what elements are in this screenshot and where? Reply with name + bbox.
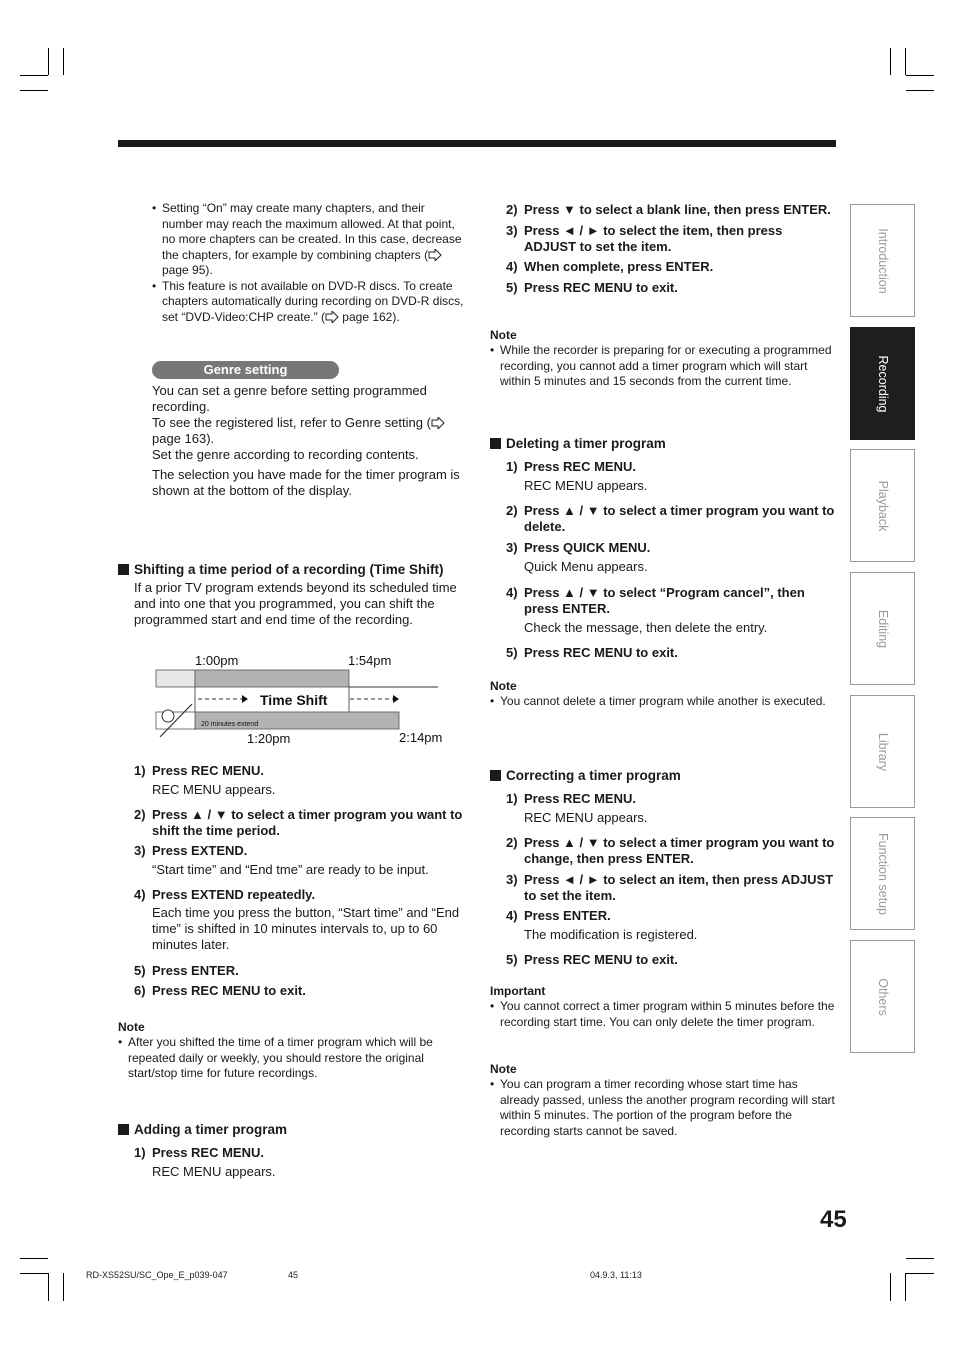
- crop-mark: [906, 90, 934, 91]
- correcting-important: Important • You cannot correct a timer program within 5 minutes before the recording start time. You can only delete the timer program.: [490, 984, 837, 1030]
- adding-steps-continued: [506, 202, 836, 296]
- step-item: 4) Press EXTEND repeatedly.: [134, 887, 316, 902]
- bullet-item: • Setting “On” may create many chapters, and their number may reach the maximum allowed. At that point, no more chapters can be created. In this case, decrease the chapters, for example by combining chapters ( page 95).: [152, 201, 467, 279]
- crop-mark: [20, 90, 48, 91]
- genre-ref: To see the registered list, refer to Genre setting ( page 163).: [152, 415, 467, 447]
- crop-mark: [20, 1258, 48, 1259]
- page-ref-arrow-icon: [428, 249, 442, 261]
- step-item: 1) Press REC MENU.: [134, 1145, 264, 1160]
- new-end-time-label: 2:14pm: [399, 730, 443, 745]
- note-item: • You cannot correct a timer program within 5 minutes before the recording start time. You can only delete the timer program.: [490, 999, 837, 1030]
- time-shift-label: Time Shift: [260, 692, 328, 708]
- step-item: 5) Press REC MENU to exit.: [506, 280, 678, 295]
- start-time-label: 1:00pm: [195, 653, 239, 668]
- tab-recording[interactable]: Recording: [850, 327, 915, 440]
- heading-square-icon: [490, 770, 501, 781]
- header-rule: [118, 140, 836, 147]
- tab-introduction[interactable]: Introduction: [850, 204, 915, 317]
- end-time-label: 1:54pm: [348, 653, 392, 668]
- crop-mark: [20, 1273, 48, 1274]
- heading-square-icon: [118, 1124, 129, 1135]
- step-item: 2) Press ▲ / ▼ to select a timer program you want to delete.: [506, 503, 835, 534]
- genre-setting-body: You can set a genre before setting programmed recording. To see the registered list, refer to Genre setting ( page 163). Set the genre according to recording contents. The selection you have made for the timer program is shown at the bottom of the display.: [152, 383, 467, 499]
- footer-page: 45: [288, 1270, 299, 1280]
- prior-program-bar: [156, 670, 195, 687]
- note-item: • While the recorder is preparing for or executing a programmed recording, you cannot add a timer program which will start within 5 minutes and 15 seconds from the current time.: [490, 343, 835, 390]
- step-item: 5) Press ENTER.: [134, 963, 239, 978]
- step-item: 4) Press ▲ / ▼ to select “Program cancel”, then press ENTER.: [506, 585, 805, 616]
- page-ref-arrow-icon: [431, 417, 445, 429]
- time-shift-steps: 1) Press REC MENU. REC MENU appears. 2) Press ▲ / ▼ to select a timer program you want to shift the time period. 3) Press EXTEND. “Start time” and “End tme” are ready to be input. 4) Press EXTEND repeatedly. Each time you press the button, “Start time” and “End time” is shifted in 10 minutes intervals to, up to 60 minutes later. 5) Press ENTER. 6) Press REC MENU to exit.: [134, 763, 463, 998]
- section-heading: Deleting a timer program: [490, 435, 835, 453]
- heading-square-icon: [118, 564, 129, 575]
- adding-note: Note • While the recorder is preparing for or executing a programmed recording, you cannot add a timer program which will start within 5 minutes and 15 seconds from the current time.: [490, 328, 835, 390]
- tab-editing[interactable]: Editing: [850, 572, 915, 685]
- crop-mark: [905, 1273, 906, 1301]
- step-item: 3) Press ◄ / ► to select an item, then press ADJUST to set the item.: [506, 872, 834, 903]
- page-ref-arrow-icon: [325, 311, 339, 323]
- note-item: • After you shifted the time of a timer program which will be repeated daily or weekly, you should restore the original start/stop time for future recordings.: [118, 1035, 463, 1082]
- step-item: 5) Press REC MENU to exit.: [506, 952, 678, 967]
- extend-label: 20 minutes extend: [201, 721, 259, 728]
- crop-mark: [906, 1258, 934, 1259]
- step-item: 1) Press REC MENU.: [506, 791, 636, 806]
- time-shift-section: Shifting a time period of a recording (Time Shift) If a prior TV program extends beyond its scheduled time and into one that you programmed, you can shift the programmed start and end time of the recording.: [118, 561, 463, 628]
- note-item: • You can program a timer recording whose start time has already passed, unless the another program recording will start within 5 minutes. The portion of the program before the recording starts cannot be saved.: [490, 1077, 837, 1139]
- time-shift-note: Note • After you shifted the time of a timer program which will be repeated daily or weekly, you should restore the original start/stop time for future recordings.: [118, 1020, 463, 1082]
- crop-mark: [20, 75, 48, 76]
- bullet-item: • This feature is not available on DVD-R discs. To create chapters automatically during recording on DVD-R discs, set “DVD-Video:CHP create.” ( page 162).: [152, 279, 467, 326]
- new-start-time-label: 1:20pm: [247, 731, 291, 746]
- heading-square-icon: [490, 438, 501, 449]
- crop-mark: [890, 48, 891, 75]
- section-heading: Adding a timer program: [118, 1121, 463, 1139]
- tab-others[interactable]: Others: [850, 940, 915, 1053]
- correcting-note: Note • You can program a timer recording whose start time has already passed, unless the another program recording will start within 5 minutes. The portion of the program before the recording starts cannot be saved.: [490, 1062, 837, 1139]
- crop-mark: [48, 1273, 49, 1301]
- step-item: 2) Press ▲ / ▼ to select a timer program you want to shift the time period.: [134, 807, 463, 838]
- note-item: • You cannot delete a timer program while another is executed.: [490, 694, 835, 710]
- step-item: 5) Press REC MENU to exit.: [506, 645, 678, 660]
- crop-mark: [63, 48, 64, 75]
- step-item: 3) Press QUICK MENU.: [506, 540, 651, 555]
- tab-function-setup[interactable]: Function setup: [850, 817, 915, 930]
- crop-mark: [905, 48, 906, 75]
- step-item: 2) Press ▼ to select a blank line, then press ENTER.: [506, 202, 831, 217]
- deleting-note: Note • You cannot delete a timer program while another is executed.: [490, 679, 835, 710]
- crop-mark: [906, 75, 934, 76]
- genre-setting-heading: Genre setting: [152, 361, 339, 379]
- adding-section: Adding a timer program 1) Press REC MENU. REC MENU appears.: [118, 1121, 463, 1180]
- step-item: 2) Press ▲ / ▼ to select a timer program you want to change, then press ENTER.: [506, 835, 835, 866]
- page-number: 45: [820, 1206, 847, 1233]
- correcting-section: Correcting a timer program 1) Press REC MENU. REC MENU appears. 2) Press ▲ / ▼ to select a timer program you want to change, then press ENTER. 3) Press ◄ / ► to select an item, then press ADJUST to set the item. 4) Press ENTER. The modification is registered. 5) Press REC MENU to exit.: [490, 767, 835, 968]
- shift-arrow-icon: [393, 695, 399, 703]
- shift-arrow-icon: [242, 695, 248, 703]
- crop-mark: [890, 1273, 891, 1301]
- crop-mark: [63, 1273, 64, 1301]
- footer-file: RD-XS52SU/SC_Ope_E_p039-047: [86, 1270, 228, 1280]
- tab-playback[interactable]: Playback: [850, 449, 915, 562]
- deleting-section: Deleting a timer program 1) Press REC MENU. REC MENU appears. 2) Press ▲ / ▼ to select a timer program you want to delete. 3) Press QUICK MENU. Quick Menu appears. 4) Press ▲ / ▼ to select “Program cancel”, then press ENTER. Check the message, then delete the entry. 5) Press REC MENU to exit.: [490, 435, 835, 661]
- footer-date: 04.9.3, 11:13: [590, 1270, 642, 1280]
- step-item: 1) Press REC MENU.: [506, 459, 636, 474]
- chapter-bullets: [152, 201, 467, 325]
- section-heading: Correcting a timer program: [490, 767, 835, 785]
- step-item: 6) Press REC MENU to exit.: [134, 983, 306, 998]
- section-heading: Shifting a time period of a recording (Time Shift): [118, 561, 463, 579]
- step-item: 3) Press ◄ / ► to select the item, then press ADJUST to set the item.: [506, 223, 783, 254]
- step-item: 3) Press EXTEND.: [134, 843, 248, 858]
- step-item: 4) Press ENTER.: [506, 908, 611, 923]
- tab-library[interactable]: Library: [850, 695, 915, 808]
- step-item: 4) When complete, press ENTER.: [506, 259, 714, 274]
- step-item: 1) Press REC MENU.: [134, 763, 264, 778]
- clock-icon: [162, 710, 174, 722]
- crop-mark: [906, 1273, 934, 1274]
- original-program-bar: [195, 670, 349, 687]
- crop-mark: [48, 48, 49, 75]
- time-shift-diagram: [150, 650, 450, 750]
